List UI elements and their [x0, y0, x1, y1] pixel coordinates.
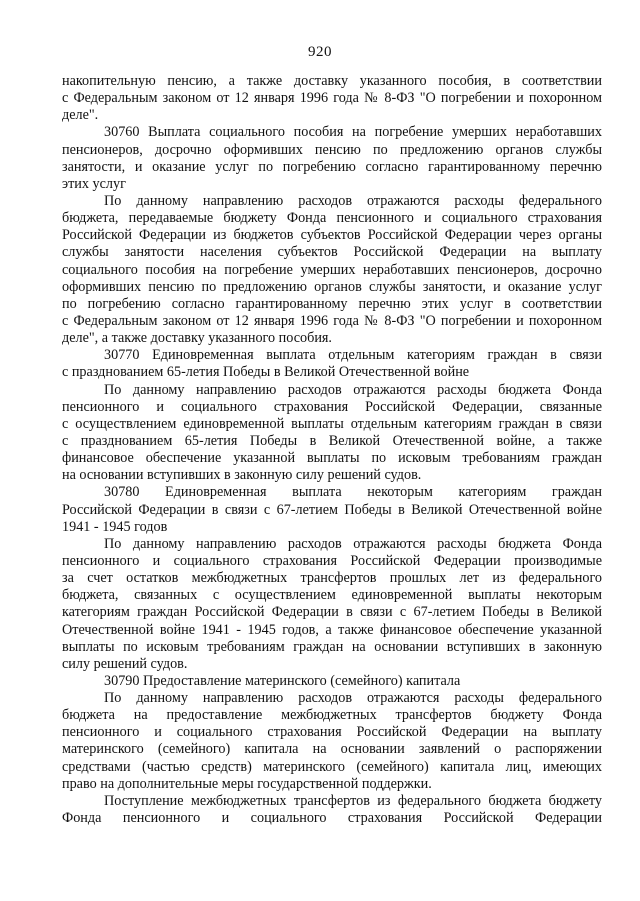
text-line: бюджета, связанных с осуществлением единовременной выплаты некоторым — [62, 587, 602, 604]
document-body — [62, 73, 602, 827]
text-line: средствами (частью средств) материнского (семейного) капитала лиц, имеющих — [62, 758, 602, 775]
text-line: Российской Федерации в связи с 67-летием Победы в Великой Отечественной войне — [62, 501, 602, 518]
text-line: Поступление межбюджетных трансфертов из федерального бюджета бюджету — [104, 792, 602, 809]
text-line: По данному направлению расходов отражаются расходы федерального — [104, 192, 602, 209]
text-line: материнского (семейного) капитала на основании заявлений о распоряжении — [62, 741, 602, 758]
text-line: 30790 Предоставление материнского (семейного) капитала — [104, 672, 461, 689]
text-line: оформивших пенсию по предложению органов службы занятости, и оказание услуг — [62, 278, 602, 295]
text-line: с Федеральным законом от 12 января 1996 года № 8-ФЗ "О погребении и похоронном — [62, 90, 602, 107]
text-line: пенсионного и социального страхования Российской Федерации на выплату — [62, 724, 602, 741]
text-line: 30760 Выплата социального пособия на погребение умерших неработавших — [104, 124, 602, 141]
text-line: право на дополнительные меры государственной поддержки. — [62, 775, 432, 792]
text-line: 30780 Единовременная выплата некоторым категориям граждан — [104, 484, 602, 501]
text-line: занятости, и оказание услуг по погребению согласно гарантированному перечню — [62, 158, 602, 175]
text-line: По данному направлению расходов отражаются расходы федерального — [104, 690, 602, 707]
text-line: накопительную пенсию, а также доставку указанного пособия, в соответствии — [62, 73, 602, 89]
text-line: 30770 Единовременная выплата отдельным категориям граждан в связи — [104, 347, 602, 364]
text-line: бюджета на предоставление межбюджетных трансфертов бюджету Фонда — [62, 707, 602, 724]
text-line: с празднованием 65-летия Победы в Великой Отечественной войне, а также — [62, 432, 602, 449]
page-number: 920 — [308, 44, 332, 60]
text-line: силу решений судов. — [62, 655, 188, 672]
text-line: 1941 - 1945 годов — [62, 518, 168, 535]
text-line: по погребению согласно гарантированному перечню этих услуг в соответствии — [62, 295, 602, 312]
text-line: Фонда пенсионного и социального страхования Российской Федерации — [62, 810, 602, 827]
text-line: Отечественной войне 1941 - 1945 годов, а также финансовое обеспечение указанной — [62, 621, 602, 638]
text-line: деле". — [62, 107, 99, 124]
text-line: этих услуг — [62, 175, 126, 192]
text-line: По данному направлению расходов отражаются расходы бюджета Фонда — [104, 535, 602, 552]
text-line: Российской Федерации из бюджетов субъектов Российской Федерации через органы — [62, 227, 602, 244]
text-line: с празднованием 65-летия Победы в Великой Отечественной войне — [62, 364, 470, 381]
text-line: По данному направлению расходов отражаются расходы бюджета Фонда — [104, 381, 602, 398]
text-line: службы занятости населения субъектов Российской Федерации на выплату — [62, 244, 602, 261]
text-line: с Федеральным законом от 12 января 1996 года № 8-ФЗ "О погребении и похоронном — [62, 312, 602, 329]
text-line: выплаты по исковым требованиям граждан на основании вступивших в законную — [62, 638, 602, 655]
text-line: финансовое обеспечение указанной выплаты по исковым требованиям граждан — [62, 450, 602, 467]
text-line: пенсионного и социального страхования Российской Федерации производимые — [62, 552, 602, 569]
text-line: на основании вступивших в законную силу решений судов. — [62, 467, 422, 484]
text-line: за счет остатков межбюджетных трансфертов прошлых лет из федерального — [62, 570, 602, 587]
text-line: социального пособия на погребение умерших неработавших пенсионеров, досрочно — [62, 261, 602, 278]
text-line: категориям граждан Российской Федерации в связи с 67-летием Победы в Великой — [62, 604, 602, 621]
text-line: пенсионеров, досрочно оформивших пенсию по предложению органов службы — [62, 141, 602, 158]
text-line: пенсионного и социального страхования Российской Федерации, связанные — [62, 398, 602, 415]
text-line: деле", а также доставку указанного пособия. — [62, 330, 332, 347]
text-line: с осуществлением единовременной выплаты отдельным категориям граждан в связи — [62, 415, 602, 432]
text-line: бюджета, передаваемые бюджету Фонда пенсионного и социального страхования — [62, 210, 602, 227]
